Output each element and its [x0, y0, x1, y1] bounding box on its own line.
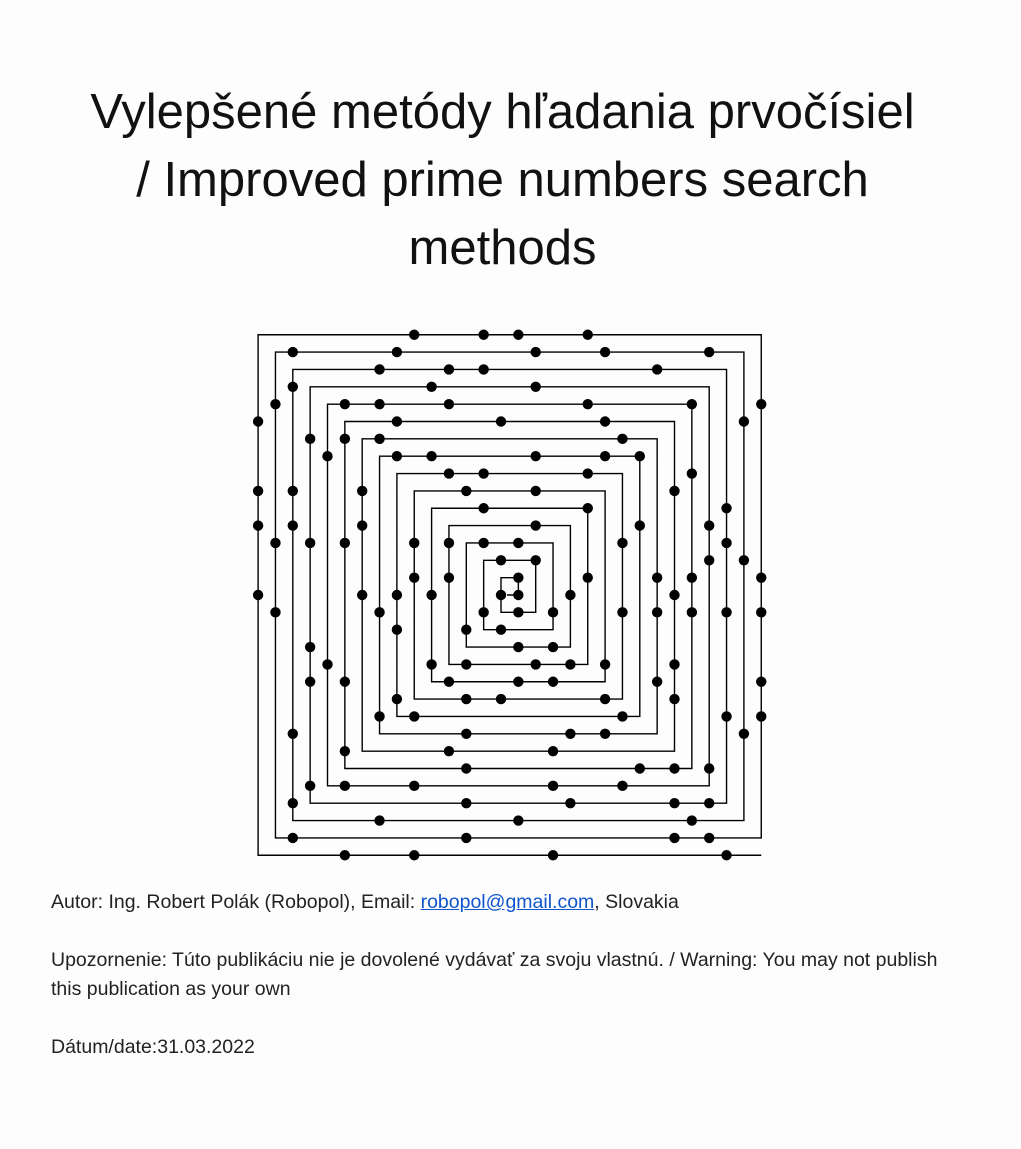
prime-dot: [305, 781, 315, 791]
prime-dot: [617, 781, 627, 791]
prime-dot: [496, 694, 506, 704]
author-prefix: Autor: Ing. Robert Polák (Robopol), Email:: [51, 891, 421, 913]
prime-dot: [531, 382, 541, 392]
prime-dot: [704, 798, 714, 808]
prime-dot: [704, 833, 714, 843]
prime-dot: [461, 798, 471, 808]
prime-dot: [652, 572, 662, 582]
prime-dot: [392, 625, 402, 635]
prime-dot: [600, 451, 610, 461]
prime-dot: [409, 711, 419, 721]
prime-dot: [444, 572, 454, 582]
prime-dot: [270, 399, 280, 409]
prime-dot: [687, 468, 697, 478]
prime-dot: [461, 729, 471, 739]
prime-dot: [496, 625, 506, 635]
prime-dot: [288, 729, 298, 739]
prime-dot: [478, 607, 488, 617]
prime-dot: [374, 399, 384, 409]
prime-dot: [617, 434, 627, 444]
prime-dot: [444, 399, 454, 409]
prime-dot: [513, 590, 523, 600]
prime-dot: [721, 850, 731, 860]
prime-dot: [513, 815, 523, 825]
prime-dot: [253, 590, 263, 600]
prime-dot: [565, 659, 575, 669]
prime-dot: [687, 607, 697, 617]
prime-dot: [600, 416, 610, 426]
prime-dot: [409, 781, 419, 791]
prime-dot: [600, 347, 610, 357]
prime-dot: [478, 468, 488, 478]
title-line-3: methods: [408, 221, 597, 275]
prime-dot: [426, 451, 436, 461]
prime-dot: [392, 416, 402, 426]
prime-dot: [548, 781, 558, 791]
prime-dot: [583, 572, 593, 582]
prime-dot: [305, 434, 315, 444]
prime-dot: [513, 538, 523, 548]
prime-dot: [548, 642, 558, 652]
prime-dot: [617, 711, 627, 721]
prime-dot: [322, 659, 332, 669]
prime-dot: [496, 416, 506, 426]
prime-dot: [409, 850, 419, 860]
prime-dot: [583, 468, 593, 478]
prime-dot: [756, 711, 766, 721]
prime-dot: [478, 364, 488, 374]
prime-dot: [478, 538, 488, 548]
prime-dot: [253, 520, 263, 530]
prime-dot: [635, 451, 645, 461]
prime-dot: [288, 347, 298, 357]
prime-dot: [426, 659, 436, 669]
prime-dot: [652, 364, 662, 374]
prime-dot: [409, 538, 419, 548]
prime-dot: [652, 677, 662, 687]
prime-dot: [704, 763, 714, 773]
prime-dot: [305, 538, 315, 548]
prime-dot: [444, 468, 454, 478]
prime-dot: [513, 677, 523, 687]
prime-dot: [374, 607, 384, 617]
prime-dot: [340, 850, 350, 860]
prime-dot: [704, 555, 714, 565]
prime-dot: [548, 850, 558, 860]
prime-dot: [288, 798, 298, 808]
prime-dot: [305, 677, 315, 687]
prime-dot: [461, 625, 471, 635]
prime-dot: [531, 451, 541, 461]
prime-dot: [652, 607, 662, 617]
publication-date: Dátum/date:31.03.2022: [51, 1036, 255, 1058]
prime-dot: [721, 503, 731, 513]
prime-dot: [635, 763, 645, 773]
prime-dot: [374, 434, 384, 444]
prime-dot: [669, 694, 679, 704]
prime-dot: [357, 486, 367, 496]
prime-dot: [357, 590, 367, 600]
prime-dot: [669, 763, 679, 773]
prime-dot: [426, 382, 436, 392]
prime-dot: [288, 833, 298, 843]
prime-dot: [409, 572, 419, 582]
prime-dot: [513, 572, 523, 582]
prime-dot: [496, 590, 506, 600]
prime-dot: [704, 520, 714, 530]
prime-dot: [357, 520, 367, 530]
prime-dot: [461, 833, 471, 843]
prime-dot: [478, 330, 488, 340]
prime-dot: [531, 555, 541, 565]
prime-dot: [270, 607, 280, 617]
prime-dot: [548, 677, 558, 687]
prime-dot: [444, 538, 454, 548]
prime-dot: [617, 538, 627, 548]
prime-dot: [583, 399, 593, 409]
prime-dot: [565, 798, 575, 808]
prime-dot: [374, 815, 384, 825]
prime-dot: [583, 330, 593, 340]
prime-dot: [583, 503, 593, 513]
author-suffix: , Slovakia: [594, 891, 679, 913]
prime-dot: [340, 538, 350, 548]
prime-dot: [253, 416, 263, 426]
prime-dot: [721, 538, 731, 548]
author-line: [51, 888, 951, 917]
prime-dot: [461, 694, 471, 704]
title-line-2: / Improved prime numbers search: [136, 153, 869, 207]
prime-dot: [513, 330, 523, 340]
prime-dot: [600, 729, 610, 739]
prime-dot: [444, 677, 454, 687]
prime-dot: [340, 434, 350, 444]
prime-dot: [600, 694, 610, 704]
prime-dot: [739, 729, 749, 739]
prime-dot: [739, 416, 749, 426]
prime-dot: [513, 607, 523, 617]
prime-dot: [270, 538, 280, 548]
title-line-1: Vylepšené metódy hľadania prvočísiel: [90, 85, 915, 139]
prime-dot: [288, 382, 298, 392]
prime-dot: [687, 815, 697, 825]
prime-dot: [617, 607, 627, 617]
prime-dot: [756, 399, 766, 409]
prime-dot: [531, 520, 541, 530]
prime-dot: [461, 763, 471, 773]
prime-dot: [600, 659, 610, 669]
prime-dot: [461, 486, 471, 496]
prime-dot: [392, 694, 402, 704]
prime-dot: [756, 677, 766, 687]
prime-dot: [565, 590, 575, 600]
prime-dot: [392, 347, 402, 357]
prime-dot: [374, 364, 384, 374]
prime-dot: [340, 746, 350, 756]
prime-dot: [478, 503, 488, 513]
prime-dot: [669, 486, 679, 496]
prime-dot: [704, 347, 714, 357]
prime-dot: [444, 364, 454, 374]
prime-dot: [548, 746, 558, 756]
prime-dot: [305, 642, 315, 652]
prime-dot: [496, 555, 506, 565]
prime-dot: [531, 347, 541, 357]
prime-dot: [687, 399, 697, 409]
prime-dot: [531, 486, 541, 496]
prime-dot: [253, 486, 263, 496]
prime-dot: [669, 833, 679, 843]
prime-dot: [461, 659, 471, 669]
prime-dot: [288, 520, 298, 530]
prime-dot: [374, 711, 384, 721]
prime-dot: [340, 399, 350, 409]
prime-dot: [392, 590, 402, 600]
prime-dot: [444, 746, 454, 756]
prime-dot: [756, 607, 766, 617]
spiral-line: [258, 335, 761, 856]
prime-dot: [669, 798, 679, 808]
prime-dot: [426, 590, 436, 600]
prime-dot: [322, 451, 332, 461]
prime-dot: [548, 607, 558, 617]
prime-dot: [513, 642, 523, 652]
prime-dot: [531, 659, 541, 669]
prime-dot: [565, 729, 575, 739]
prime-dot: [340, 781, 350, 791]
prime-dot: [687, 572, 697, 582]
prime-dot: [739, 555, 749, 565]
prime-dot: [288, 486, 298, 496]
prime-dot: [756, 572, 766, 582]
prime-dot: [340, 677, 350, 687]
prime-dot: [669, 590, 679, 600]
author-email-link[interactable]: robopol@gmail.com: [420, 891, 595, 913]
prime-dot: [635, 520, 645, 530]
prime-dot: [392, 451, 402, 461]
prime-dot: [721, 607, 731, 617]
prime-dot: [721, 711, 731, 721]
prime-dot: [409, 330, 419, 340]
prime-dot: [669, 659, 679, 669]
copyright-warning: Upozornenie: Túto publikáciu nie je dovolené vydávať za svoju vlastnú. / Warning: You may not publish this publication as your own: [51, 949, 938, 1000]
